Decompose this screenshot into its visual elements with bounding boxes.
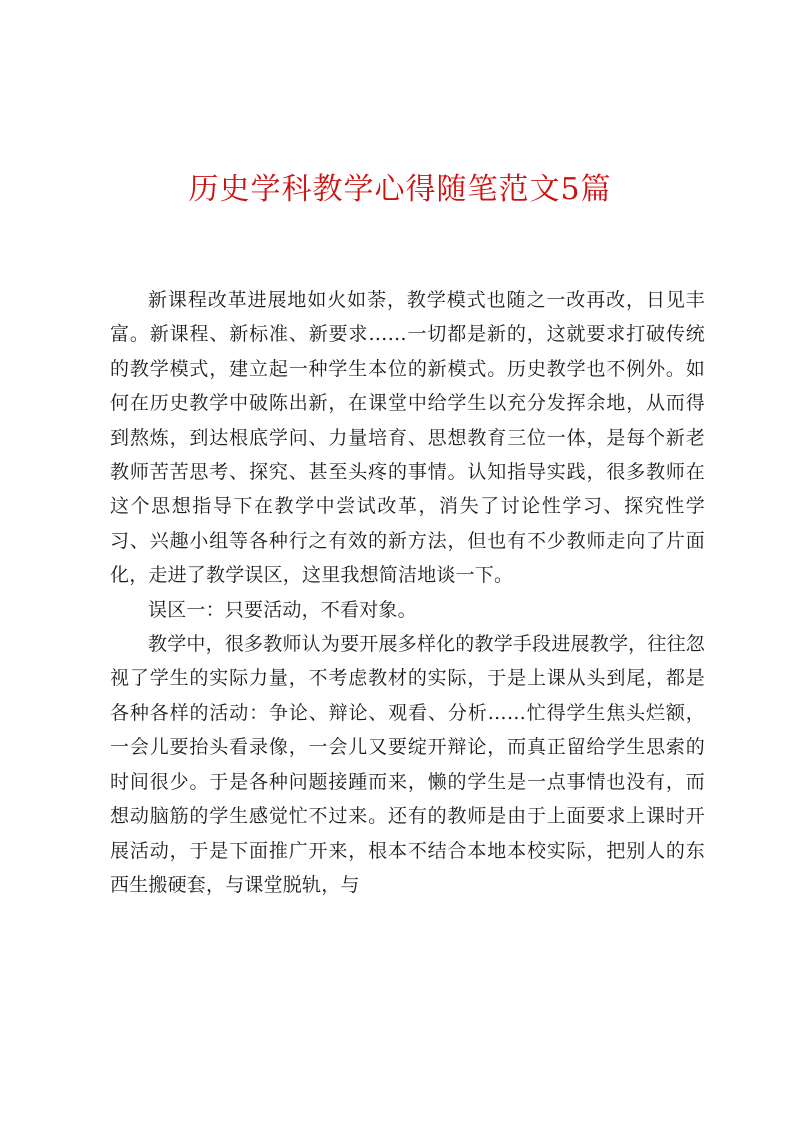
document-title: 历史学科教学心得随笔范文5篇 [188, 172, 612, 207]
document-body [110, 283, 705, 902]
paragraph-misconception-1-body: 教学中，很多教师认为要开展多样化的教学手段进展教学，往往忽视了学生的实际力量，不考虑教材的实际，于是上课从头到尾，都是各种各样的活动：争论、辩论、观看、分析……忙得学生焦头烂额，一会儿要抬头看录像，一会儿又要绽开辩论，而真正留给学生思索的时间很少。于是各种问题接踵而来，懒的学生是一点事情也没有，而想动脑筋的学生感觉忙不过来。还有的教师是由于上面要求上课时开展活动，于是下面推广开来，根本不结合本地本校实际，把别人的东西生搬硬套，与课堂脱轨，与 [110, 633, 705, 896]
paragraph-heading-misconception-1: 误区一：只要活动，不看对象。 [148, 598, 417, 621]
paragraph-intro: 新课程改革进展地如火如荼，教学模式也随之一改再改，日见丰富。新课程、新标准、新要求……一切都是新的，这就要求打破传统的教学模式，建立起一种学生本位的新模式。历史教学也不例外。如何在历史教学中破陈出新，在课堂中给学生以充分发挥余地，从而得到熬炼，到达根底学问、力量培育、思想教育三位一体，是每个新老教师苦苦思考、探究、甚至头疼的事情。认知指导实践，很多教师在这个思想指导下在教学中尝试改革，消失了讨论性学习、探究性学习、兴趣小组等各种行之有效的新方法，但也有不少教师走向了片面化，走进了教学误区，这里我想简洁地谈一下。 [110, 289, 705, 587]
